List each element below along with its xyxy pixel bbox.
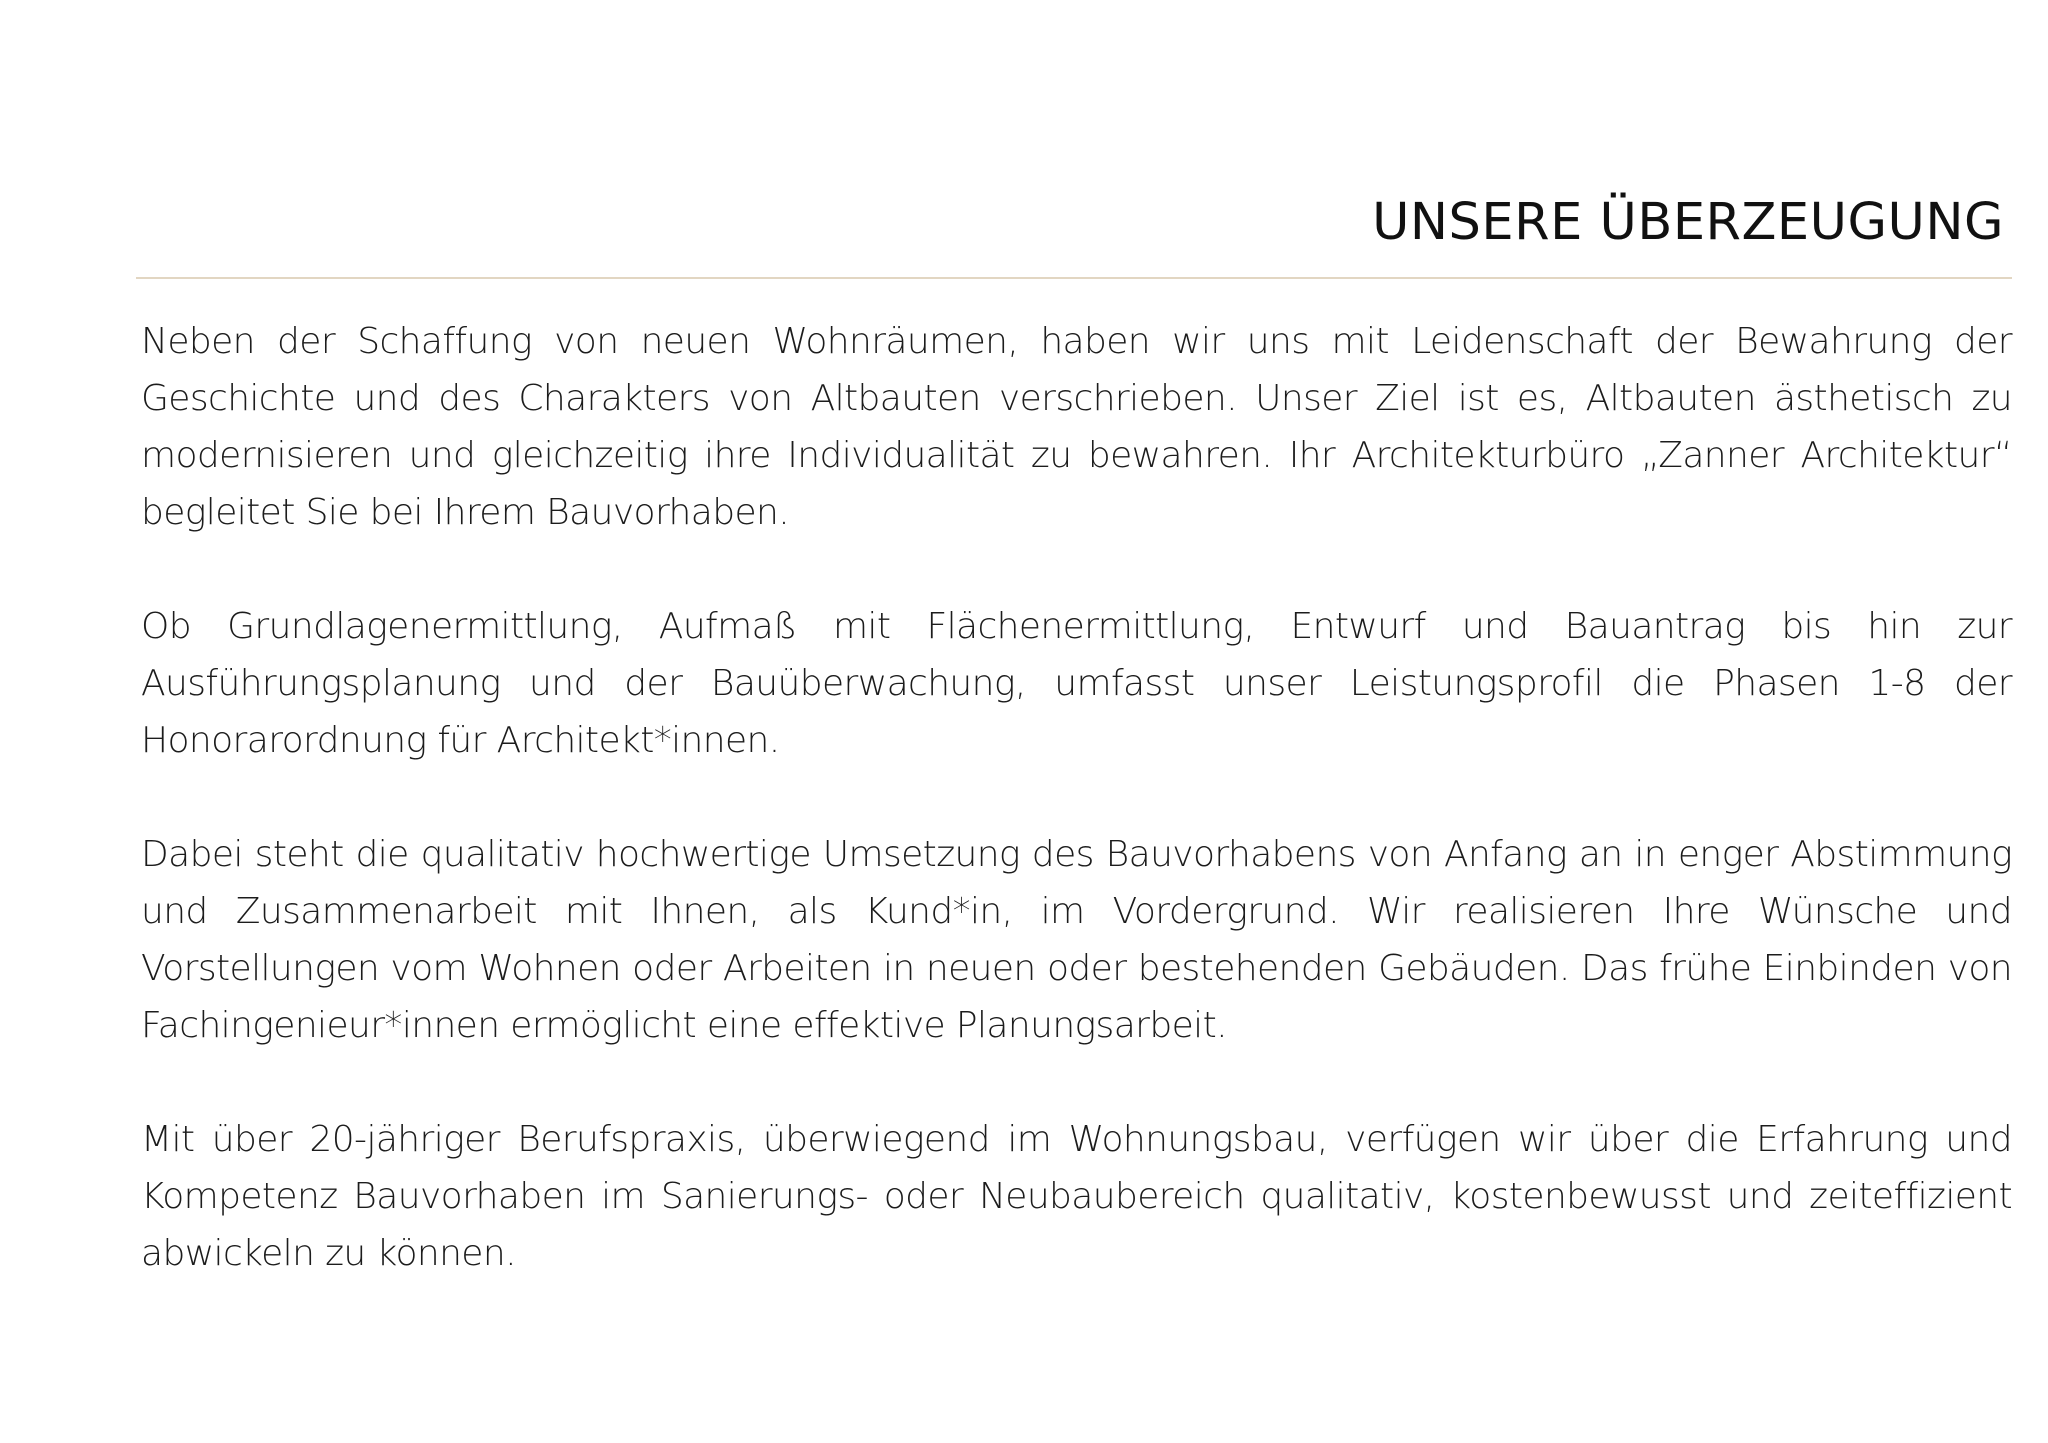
paragraph-services: Ob Grundlagenermittlung, Aufmaß mit Flächenermittlung, Entwurf und Bauantrag bis hin zur Ausführungsplanung und der Bauüberwachung, umfasst unser Leistungsprofil die Phasen 1-8 der Honorarordnung für Architekt*innen. (141, 606, 2012, 761)
heading-divider (136, 277, 2012, 279)
body-text (141, 313, 2012, 1339)
page-heading: UNSERE ÜBERZEUGUNG (1372, 193, 2004, 252)
paragraph-experience: Mit über 20-jähriger Berufspraxis, überwiegend im Wohnungsbau, verfügen wir über die Erfahrung und Kompetenz Bauvorhaben im Sanierungs- oder Neubaubereich qualitativ, kostenbewusst und zeiteffizient abwickeln zu können. (141, 1119, 2012, 1274)
paragraph-collaboration: Dabei steht die qualitativ hochwertige Umsetzung des Bauvorhabens von Anfang an in enger Abstimmung und Zusammenarbeit mit Ihnen, als Kund*in, im Vordergrund. Wir realisieren Ihre Wünsche und Vorstellungen vom Wohnen oder Arbeiten in neuen oder bestehenden Gebäuden. Das frühe Einbinden von Fachingenieur*innen ermöglicht eine effektive Planungsarbeit. (141, 834, 2012, 1046)
paragraph-intro: Neben der Schaffung von neuen Wohnräumen, haben wir uns mit Leidenschaft der Bewahrung der Geschichte und des Charakters von Altbauten verschrieben. Unser Ziel ist es, Altbauten ästhetisch zu modernisieren und gleichzeitig ihre Individualität zu bewahren. Ihr Architekturbüro „Zanner Architektur“ begleitet Sie bei Ihrem Bauvorhaben. (141, 321, 2012, 533)
